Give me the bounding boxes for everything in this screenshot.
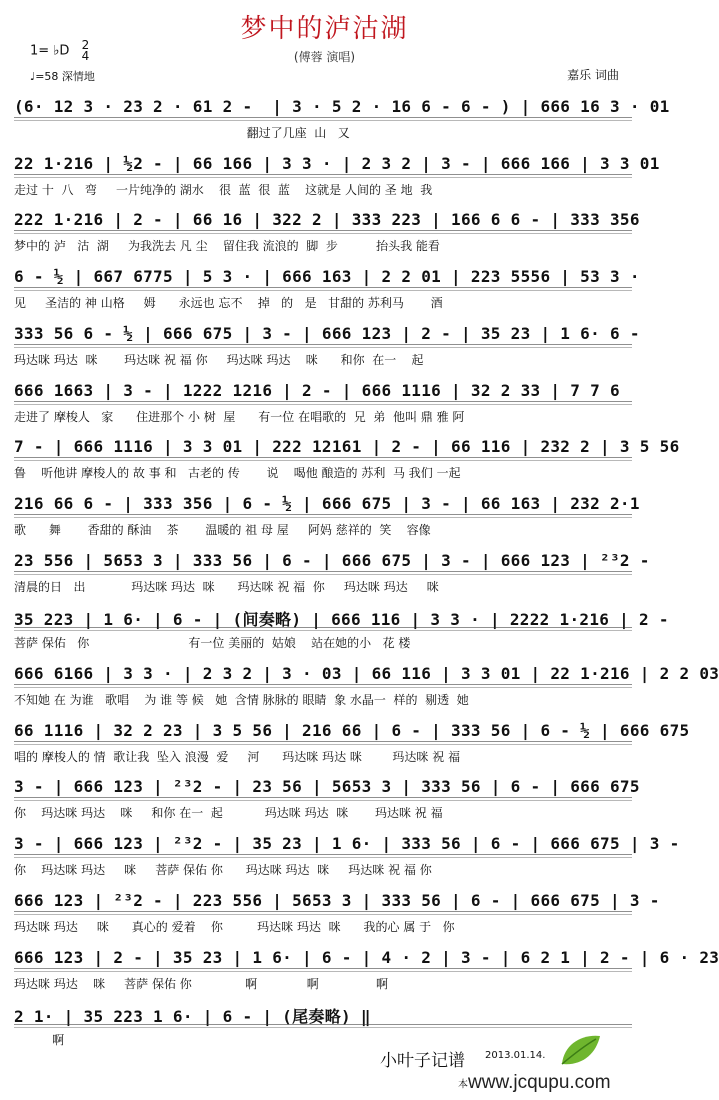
lyric-line: 玛达咪 玛达 咪 玛达咪 祝 福 你 玛达咪 玛达 咪 和你 在一 起 xyxy=(14,352,424,367)
underline-bar xyxy=(14,401,632,403)
notation-line: 7 - | 666 1116 | 3 3 01 | 222 12161 | 2 - | 66 116 | 232 2 | 3 5 56 xyxy=(14,437,680,457)
underline-bar xyxy=(14,460,632,462)
notation-line: 333 56 6 - ½ | 666 675 | 3 - | 666 123 | 2 - | 35 23 | 1 6· 6 - xyxy=(14,323,640,343)
underline-bar xyxy=(14,741,632,743)
lyric-line: 歌 舞 香甜的 酥油 茶 温暖的 祖 母 屋 阿妈 慈祥的 笑 容像 xyxy=(14,522,431,537)
notation-line: 3 - | 666 123 | ²³2 - | 35 23 | 1 6· | 333 56 | 6 - | 666 675 | 3 - xyxy=(14,834,680,854)
key-signature xyxy=(30,40,89,62)
underline-bar xyxy=(14,971,632,973)
underline-bar xyxy=(14,230,632,232)
lyric-line: 啊 xyxy=(14,1033,65,1048)
underline-bar xyxy=(14,744,632,746)
underline-bar xyxy=(14,574,632,576)
underline-bar xyxy=(14,911,632,913)
notation-line: 666 123 | 2 - | 35 23 | 1 6· | 6 - | 4 · 2 | 3 - | 6 2 1 | 2 - | 6 · 23 xyxy=(14,947,719,967)
underline-bar xyxy=(14,457,632,459)
transcribe-date: 2013.01.14. xyxy=(485,1050,546,1061)
underline-bar xyxy=(14,857,632,859)
underline-bar xyxy=(14,800,632,802)
lyric-line: 鲁 听他讲 摩梭人的 故 事 和 古老的 传 说 喝他 酿造的 苏利 马 我们 一起 xyxy=(14,466,461,481)
notation-line: 6 - ½ | 667 6775 | 5 3 · | 666 163 | 2 2 01 | 223 5556 | 53 3 · xyxy=(14,267,640,287)
tempo-marking: ♩=58 深情地 xyxy=(30,70,95,83)
time-bottom: 4 xyxy=(81,49,90,63)
notation-line: 666 6166 | 3 3 · | 2 3 2 | 3 · 03 | 66 116 | 3 3 01 | 22 1·216 | 2 2 03 xyxy=(14,664,719,683)
lyric-line: 你 玛达咪 玛达 咪 菩萨 保佑 你 玛达咪 玛达 咪 玛达咪 祝 福 你 xyxy=(14,863,432,878)
underline-bar xyxy=(14,627,632,629)
lyric-line: 不知她 在 为谁 歌唱 为 谁 等 候 她 含情 脉脉的 眼睛 象 水晶一 样的 剔透 她 xyxy=(14,693,469,707)
notation-line: 666 123 | ²³2 - | 223 556 | 5653 3 | 333 56 | 6 - | 666 675 | 3 - xyxy=(14,890,660,910)
notation-line: 35 223 | 1 6· | 6 - | (间奏略) | 666 116 | 3 3 · | 2222 1·216 | 2 - xyxy=(14,610,669,630)
underline-bar xyxy=(14,233,632,235)
lyric-line: 玛达咪 玛达 咪 真心的 爱着 你 玛达咪 玛达 咪 我的心 属 于 你 xyxy=(14,919,455,934)
underline-bar xyxy=(14,684,632,686)
underline-bar xyxy=(14,404,632,406)
underline-bar xyxy=(14,630,632,632)
leaf-icon xyxy=(556,1030,604,1070)
underline-bar xyxy=(14,287,632,289)
song-title: 梦中的泸沽湖 xyxy=(240,14,409,44)
notation-line: 222 1·216 | 2 - | 66 16 | 322 2 | 333 223 | 166 6 6 - | 333 356 xyxy=(14,210,640,230)
notation-line: 666 1663 | 3 - | 1222 1216 | 2 - | 666 1116 | 32 2 33 | 7 7 6 xyxy=(14,380,620,400)
lyric-line: 玛达咪 玛达 咪 菩萨 保佑 你 啊 啊 啊 xyxy=(14,976,388,991)
underline-bar xyxy=(14,290,632,292)
notation-line: 22 1·216 | ½2 - | 66 166 | 3 3 · | 2 3 2 | 3 - | 666 166 | 3 3 01 xyxy=(14,153,660,173)
lyric-line: 见 圣洁的 神 山格 姆 永远也 忘不 掉 的 是 甘甜的 苏利马 酒 xyxy=(14,296,443,311)
underline-bar xyxy=(14,514,632,516)
underline-bar xyxy=(14,571,632,573)
underline-bar xyxy=(14,968,632,970)
lyric-line: 菩萨 保佑 你 有一位 美丽的 姑娘 站在她的小 花 楼 xyxy=(14,636,411,651)
notation-line: (6· 12 3 · 23 2 · 61 2 - | 3 · 5 2 · 16 6 - 6 - ) | 666 16 3 · 01 xyxy=(14,97,670,116)
underline-bar xyxy=(14,347,632,349)
underline-bar xyxy=(14,854,632,856)
underline-bar xyxy=(14,687,632,689)
notation-line: 2 1· | 35 223 1 6· | 6 - | (尾奏略) ‖ xyxy=(14,1007,371,1027)
underline-bar xyxy=(14,914,632,916)
site-watermark[interactable] xyxy=(458,1072,611,1094)
lyric-line: 走进了 摩梭人 家 住进那个 小 树 屋 有一位 在唱歌的 兄 弟 他叫 鼎 雅 阿 xyxy=(14,409,465,424)
underline-bar xyxy=(14,177,632,179)
singer-credit: (傅蓉 演唱) xyxy=(293,50,356,64)
underline-bar xyxy=(14,120,632,122)
lyric-line: 唱的 摩梭人的 情 歌让我 坠入 浪漫 爱 河 玛达咪 玛达 咪 玛达咪 祝 福 xyxy=(14,749,461,764)
lyric-line: 翻过了几座 山 又 xyxy=(14,126,350,140)
lyric-line: 清晨的日 出 玛达咪 玛达 咪 玛达咪 祝 福 你 玛达咪 玛达 咪 xyxy=(14,579,439,594)
lyric-line: 你 玛达咪 玛达 咪 和你 在一 起 玛达咪 玛达 咪 玛达咪 祝 福 xyxy=(14,806,443,821)
site-url: www.jcqupu.com xyxy=(468,1072,611,1093)
notation-line: 3 - | 666 123 | ²³2 - | 23 56 | 5653 3 | 333 56 | 6 - | 666 675 xyxy=(14,777,640,797)
underline-bar xyxy=(14,174,632,176)
time-top: 2 xyxy=(81,38,90,52)
underline-bar xyxy=(14,517,632,519)
lyric-line: 走过 十 八 弯 一片纯净的 湖水 很 蓝 很 蓝 这就是 人间的 圣 地 我 xyxy=(14,182,433,197)
lyric-line: 梦中的 泸 沽 湖 为我洗去 凡 尘 留住我 流浪的 脚 步 抬头我 能看 xyxy=(14,239,440,254)
underline-bar xyxy=(14,797,632,799)
underline-bar xyxy=(14,344,632,346)
author-credit: 嘉乐 词曲 xyxy=(567,68,619,82)
underline-bar xyxy=(14,117,632,119)
notation-line: 66 1116 | 32 2 23 | 3 5 56 | 216 66 | 6 - | 333 56 | 6 - ½ | 666 675 xyxy=(14,720,690,740)
time-signature xyxy=(82,40,90,62)
transcriber-signature: 小叶子记谱 xyxy=(380,1051,465,1071)
site-prefix: 本 xyxy=(458,1079,468,1091)
underline-bar xyxy=(14,1024,632,1026)
notation-line: 216 66 6 - | 333 356 | 6 - ½ | 666 675 | 3 - | 66 163 | 232 2·1 xyxy=(14,493,640,513)
key-label: 1= ♭D xyxy=(30,43,70,59)
underline-bar xyxy=(14,1027,632,1029)
notation-line: 23 556 | 5653 3 | 333 56 | 6 - | 666 675 | 3 - | 666 123 | ²³2 - xyxy=(14,550,650,570)
